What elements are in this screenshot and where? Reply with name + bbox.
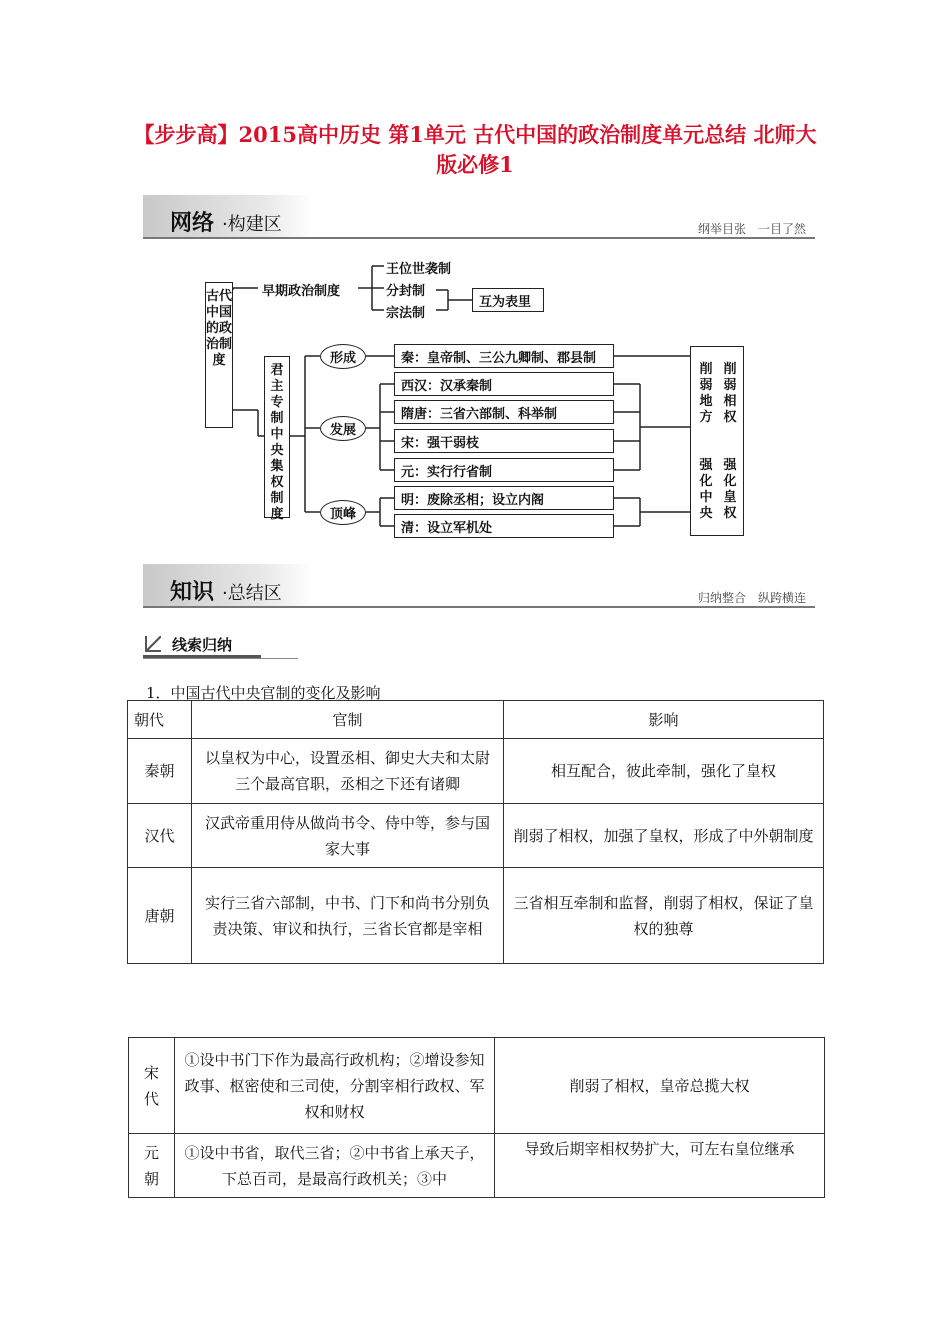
item-ming: 明：废除丞相；设立内阁 — [394, 486, 614, 510]
result-weaken-chancellor: 削弱相权 — [723, 362, 737, 425]
early-item-zongfa: 宗法制 — [386, 306, 426, 321]
stage-peak: 顶峰 — [320, 500, 366, 525]
cell-system: ①设中书省，取代三省；②中书省上承天子，下总百司，是最高行政机关；③中 — [175, 1134, 495, 1198]
table-header-row — [128, 701, 824, 739]
section-knowledge-slogan: 归纳整合 纵跨横连 — [698, 591, 807, 605]
section-network-slogan: 纲举目张 一目了然 — [698, 222, 807, 236]
table1-caption: 1．中国古代中央官制的变化及影响 — [146, 684, 381, 702]
table-row — [129, 1134, 825, 1198]
cell-system: 汉武帝重用侍从做尚书令、侍中等，参与国家大事 — [192, 804, 504, 868]
cell-system: 实行三省六部制，中书、门下和尚书分别负责决策、审议和执行，三省长官都是宰相 — [192, 868, 504, 964]
central-system-box: 君主专制中央集权制度 — [264, 356, 290, 518]
cell-dynasty: 元朝 — [129, 1134, 175, 1198]
item-yuan: 元：实行行省制 — [394, 458, 614, 482]
early-item-fengjian: 分封制 — [386, 284, 426, 299]
mutual-box: 互为表里 — [472, 288, 544, 312]
item-qing: 清：设立军机处 — [394, 514, 614, 538]
stage-development: 发展 — [320, 416, 366, 441]
clue-header-icon — [145, 636, 161, 652]
header-dynasty: 朝代 — [128, 701, 192, 739]
table-row — [128, 739, 824, 804]
cell-system: ①设中书门下作为最高行政机构；②增设参知政事、枢密使和三司使，分割宰相行政权、军权和财权 — [175, 1038, 495, 1134]
cell-system: 以皇权为中心，设置丞相、御史大夫和太尉三个最高官职，丞相之下还有诸卿 — [192, 739, 504, 804]
item-western-han: 西汉：汉承秦制 — [394, 372, 614, 396]
stage-formation: 形成 — [320, 344, 366, 369]
cell-dynasty: 秦朝 — [128, 739, 192, 804]
header-impact: 影响 — [504, 701, 824, 739]
table-row — [128, 804, 824, 868]
clue-header: 线索归纳 — [172, 636, 233, 654]
cell-dynasty: 汉代 — [128, 804, 192, 868]
cell-impact: 削弱了相权，皇帝总揽大权 — [495, 1038, 825, 1134]
item-qin: 秦：皇帝制、三公九卿制、郡县制 — [394, 344, 614, 368]
item-sui-tang: 隋唐：三省六部制、科举制 — [394, 400, 614, 424]
root-box: 古代中国的政治制度 — [205, 282, 233, 428]
official-system-table-continued — [128, 1037, 825, 1198]
official-system-table — [127, 700, 824, 964]
table-row — [128, 868, 824, 964]
cell-impact: 三省相互牵制和监督，削弱了相权，保证了皇权的独尊 — [504, 868, 824, 964]
result-weaken-local: 削弱地方 — [699, 362, 713, 425]
table-row — [129, 1038, 825, 1134]
section-divider-2 — [143, 606, 815, 608]
header-system: 官制 — [192, 701, 504, 739]
cell-impact: 导致后期宰相权势扩大，可左右皇位继承 — [495, 1134, 825, 1198]
clue-underline-thin — [143, 658, 298, 659]
document-title: 【步步高】2015高中历史 第1单元 古代中国的政治制度单元总结 北师大版必修1 — [133, 122, 817, 177]
result-strengthen-center: 强化中央 — [699, 458, 713, 521]
item-song: 宋：强干弱枝 — [394, 429, 614, 453]
section-knowledge-subtitle: ·总结区 — [222, 583, 282, 604]
cell-dynasty: 宋代 — [129, 1038, 175, 1134]
result-strengthen-emperor: 强化皇权 — [723, 458, 737, 521]
cell-impact: 削弱了相权，加强了皇权，形成了中外朝制度 — [504, 804, 824, 868]
early-item-hereditary: 王位世袭制 — [386, 262, 452, 277]
cell-dynasty: 唐朝 — [128, 868, 192, 964]
section-network-title: 网络 — [170, 211, 215, 236]
structure-diagram — [0, 0, 950, 560]
cell-impact: 相互配合，彼此牵制，强化了皇权 — [504, 739, 824, 804]
early-system-label: 早期政治制度 — [262, 284, 341, 299]
section-network-subtitle: ·构建区 — [222, 214, 282, 235]
section-knowledge-title: 知识 — [170, 580, 215, 605]
